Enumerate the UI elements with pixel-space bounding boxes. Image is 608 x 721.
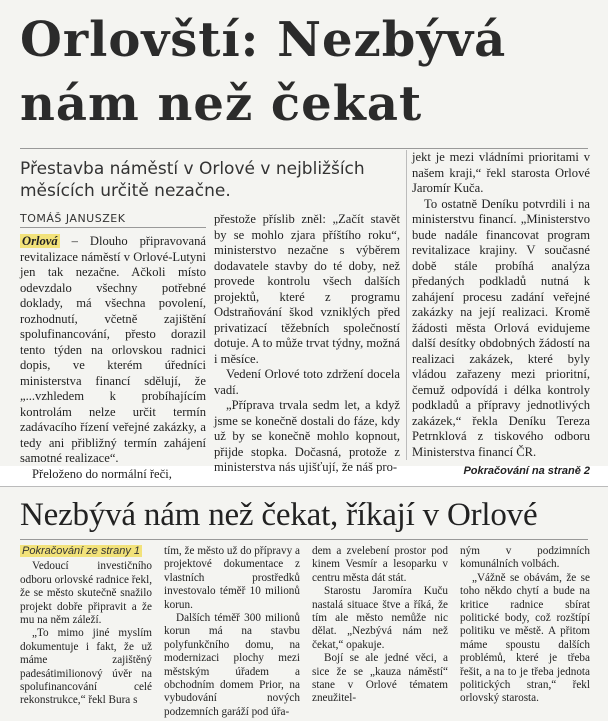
headline-line-2: nám než čekat (20, 76, 423, 132)
article-column-1 (20, 234, 206, 482)
paragraph (20, 234, 206, 467)
continuation-column-1 (20, 545, 152, 708)
paragraph: ným v podzimních komunálních volbách. (460, 545, 590, 571)
dateline: Orlová (22, 234, 58, 248)
continuation-column-3 (312, 545, 448, 706)
paragraph: „Vážně se obávám, že se toho někdo chytí a bude na kritice radnice sbírat politické body, což rozštípí politiku ve městě. A přitom máme spoustu dalších problémů, které je třeba řešit, a na to je třeba jednota politických stran,“ řekl orlovský starosta. (460, 571, 590, 705)
continued-from-label: Pokračování ze strany 1 (22, 545, 141, 557)
paragraph: tím, že město už do přípravy a projektové dokumentace z vlastních prostředků investovalo téměř 10 milionů korun. (164, 545, 300, 611)
paragraph: Vedoucí investičního odboru orlovské radnice řekl, že se město skutečně snažilo projekt dobře připravit a že mu na něm záleží. (20, 560, 152, 627)
paragraph: Starostu Jaromíra Kuču nastalá situace štve a říká, že tím ale město nemůže nic dělat. „Nezbývá nám než čekat,“ opakuje. (312, 585, 448, 651)
byline-rule (20, 227, 206, 228)
paragraph: jekt je mezi vládními prioritami v našem kraji,“ řekl starosta Orlové Jaromír Kuča. (412, 150, 590, 195)
headline-rule (20, 148, 588, 149)
paragraph: dem a zvelebení prostor pod kinem Vesmír a lesoparku v centru města dát stát. (312, 545, 448, 584)
paragraph: Přeloženo do normální řeči, (32, 466, 172, 481)
paragraph: To ostatně Deníku potvrdili i na ministerstvu financí. „Ministerstvo bude nadále financovat program revitalizace krajiny. V současné době stále probíhá analýza předaných podkladů nutná k zahájení procesu zadání veřejné zakázky na její realizaci. Kromě žádosti města Orlová evidujeme další desítky obdobných žádostí na realizaci zakázek, které byly vládou zařazeny mezi prioritní, čemuž odpovídá i délka kontroly podkladů a přípravy jednotlivých zakázek,“ řekla Deníku Tereza Petrnklová z tiskového odboru Ministerstva financí ČR. (412, 196, 590, 459)
article-column-2 (214, 212, 400, 476)
paragraph: přestože příslib zněl: „Začít stavět by se mohlo zjara příštího roku“, ministerstvo nezačne s výběrem dodavatele stavby do té doby, než provede kontrolu všech dalších projektů, které z programu Odstraňování škod vzniklých před privatizací těžebních společností dotuje. A to může trvat týdny, možná i měsíce. (214, 212, 400, 366)
continuation-column-4 (460, 545, 590, 706)
paragraph-text: – Dlouho připravovaná revitalizace náměstí v Orlové-Lutyni jen tak nezačne. Ačkoli místo odevzdalo všechny potřebné doklady, má všechna povolení, rozhodnutí, včetně zajištění spolufinancování, přesto dorazil tento týden na orlovskou radnici dopis, ve kterém úředníci ministerstva financí sdělují, že „...vzhledem k probíhajícím kontrolám nelze určit termín zadávacího řízení veřejné zakázky, a tedy ani přibližný termín zahájení samotné realizace“. (20, 234, 206, 465)
byline: TOMÁŠ JANUSZEK (20, 212, 126, 225)
paragraph: Dalších téměř 300 milionů korun má na stavbu polyfunkčního domu, na modernizaci plochy mezi městským úřadem a obchodním domem Prior, na vybudování nových podzemních garáží pod úřa- (164, 612, 300, 718)
paragraph: „To mimo jiné myslím dokumentuje i fakt, že už máme zajištěný padesátimilionový úvěr na spolufinancování celé rekonstrukce,“ řekl Bura s (20, 627, 152, 707)
paragraph: Bojí se ale jedné věci, a sice že se „kauza náměstí“ stane v Orlové tématem zneužitel- (312, 652, 448, 705)
paragraph: Vedení Orlové toto zdržení docela vadí. (214, 367, 400, 397)
headline-line-1: Orlovští: Nezbývá (20, 12, 507, 68)
article-column-3 (412, 150, 590, 480)
deck: Přestavba náměstí v Orlové v nejbližších měsících určitě nezačne. (20, 159, 365, 201)
continued-on-label: Pokračování na straně 2 (463, 465, 590, 477)
continuation-headline: Nezbývá nám než čekat, říkají v Orlové (20, 497, 538, 533)
headline-rule-2 (20, 539, 588, 540)
column-divider (406, 150, 407, 460)
newspaper-clipping-continuation (0, 486, 608, 721)
paragraph: „Příprava trvala sedm let, a když jsme se konečně dostali do fáze, kdy už by se konečně mohlo kopnout, přijde stopka. Dočasná, protože z ministerstva nás ujišťují, že náš pro- (214, 398, 400, 474)
continuation-column-2 (164, 545, 300, 719)
